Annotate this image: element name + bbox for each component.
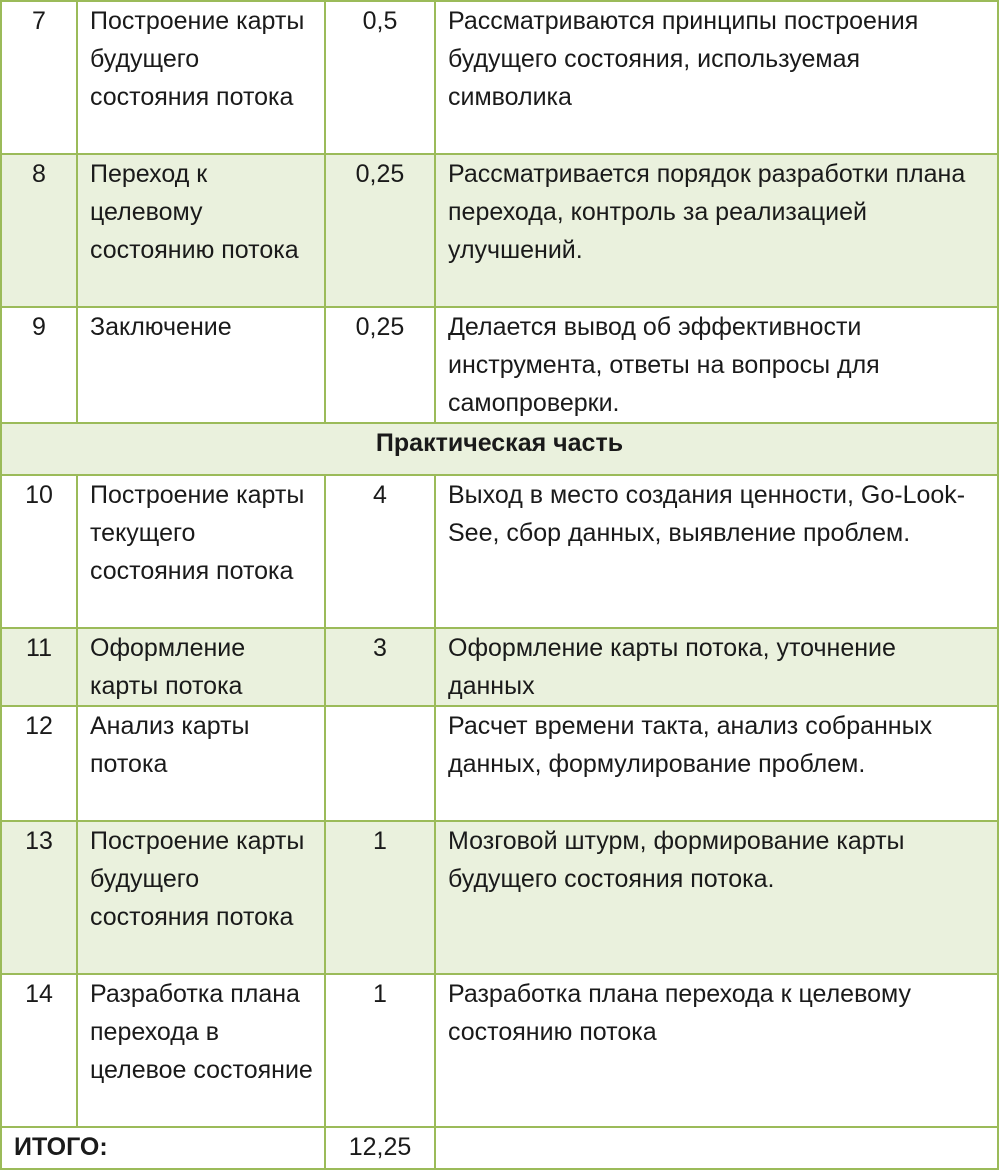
topic-text: Разработка плана перехода в целевое состояние [90,980,313,1084]
table-row [1,706,998,821]
row-number-cell [1,628,77,706]
topic-cell [77,974,325,1127]
hours-cell [325,1,435,154]
hours-value: 4 [373,481,387,509]
topic-cell [77,628,325,706]
row-number: 7 [32,7,46,35]
hours-value: 1 [373,827,387,855]
row-number: 8 [32,160,46,188]
topic-cell [77,475,325,628]
row-number-cell [1,1,77,154]
description-cell [435,1,998,154]
row-number-cell [1,974,77,1127]
row-number: 9 [32,313,46,341]
description-cell [435,475,998,628]
description-text: Мозговой штурм, формирование карты будущего состояния потока. [448,827,905,893]
hours-cell [325,821,435,974]
description-text: Делается вывод об эффективности инструмента, ответы на вопросы для самопроверки. [448,313,880,417]
hours-cell [325,475,435,628]
description-cell [435,821,998,974]
total-empty-cell [435,1127,998,1169]
row-number: 13 [25,827,53,855]
row-number-cell [1,706,77,821]
description-cell [435,154,998,307]
description-text: Расчет времени такта, анализ собранных данных, формулирование проблем. [448,712,933,778]
topic-cell [77,706,325,821]
total-row [1,1127,998,1169]
row-number: 10 [25,481,53,509]
description-cell [435,706,998,821]
topic-text: Построение карты будущего состояния потока [90,827,305,931]
table-row [1,154,998,307]
description-text: Разработка плана перехода к целевому состоянию потока [448,980,911,1046]
table-row [1,475,998,628]
hours-cell [325,307,435,423]
table-row [1,307,998,423]
hours-value: 3 [373,634,387,662]
row-number: 11 [26,634,52,662]
hours-cell [325,154,435,307]
row-number: 14 [25,980,53,1008]
section-title-cell [1,423,998,475]
row-number-cell [1,475,77,628]
hours-cell [325,628,435,706]
table-row [1,1,998,154]
row-number-cell [1,154,77,307]
topic-text: Построение карты текущего состояния потока [90,481,305,585]
description-text: Оформление карты потока, уточнение данных [448,634,896,700]
topic-cell [77,154,325,307]
table-row [1,821,998,974]
topic-cell [77,307,325,423]
topic-cell [77,1,325,154]
row-number: 12 [25,712,53,740]
row-number-cell [1,821,77,974]
topic-text: Оформление карты потока [90,634,246,700]
hours-cell [325,974,435,1127]
table-row [1,628,998,706]
row-number-cell [1,307,77,423]
total-hours-cell [325,1127,435,1169]
hours-cell [325,706,435,821]
total-hours-value: 12,25 [348,1133,412,1161]
table-row [1,974,998,1127]
topic-cell [77,821,325,974]
description-text: Рассматривается порядок разработки плана перехода, контроль за реализацией улучшений. [448,160,966,264]
total-label: ИТОГО: [14,1133,108,1161]
hours-value: 0,25 [355,160,405,188]
hours-value: 0,25 [355,313,405,341]
hours-value: 0,5 [362,7,398,35]
description-text: Рассматриваются принципы построения будущего состояния, используемая символика [448,7,919,111]
total-label-cell [1,1127,325,1169]
topic-text: Переход к целевому состоянию потока [90,160,299,264]
description-text: Выход в место создания ценности, Go-Look-See, сбор данных, выявление проблем. [448,481,966,547]
section-title: Практическая часть [375,429,624,457]
topic-text: Заключение [90,313,232,341]
description-cell [435,307,998,423]
description-cell [435,974,998,1127]
hours-value: 1 [373,980,387,1008]
topic-text: Построение карты будущего состояния потока [90,7,305,111]
section-header-row [1,423,998,475]
topic-text: Анализ карты потока [90,712,250,778]
description-cell [435,628,998,706]
